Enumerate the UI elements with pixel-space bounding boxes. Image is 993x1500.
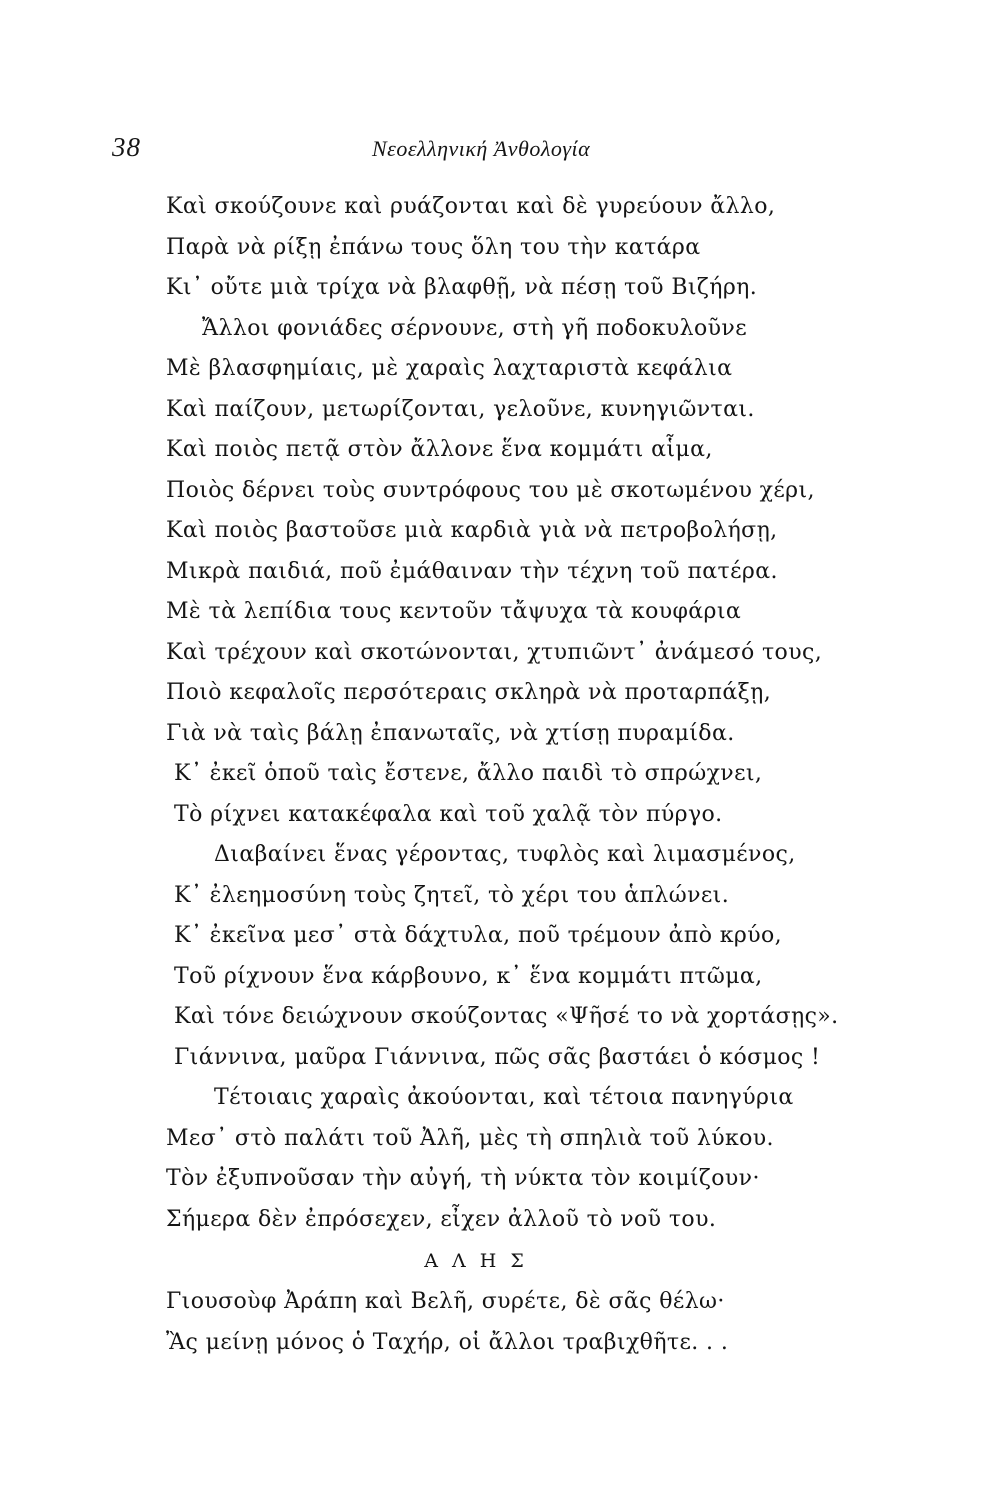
speaker-label: Α Λ Η Σ — [424, 1250, 528, 1272]
verse-line: Παρὰ νὰ ρίξῃ ἐπάνω τους ὅλη του τὴν κατάρα — [166, 234, 701, 260]
poem-stanza — [166, 187, 866, 1363]
verse-line: Καὶ παίζουν, μετωρίζονται, γελοῦνε, κυνηγιῶνται. — [166, 396, 755, 422]
verse-line: Τέτοιαις χαραὶς ἀκούονται, καὶ τέτοια πανηγύρια — [214, 1085, 794, 1110]
verse-line: Τὸ ρίχνει κατακέφαλα καὶ τοῦ χαλᾷ τὸν πύργο. — [174, 801, 723, 827]
verse-line: Κ᾿ ἐκεῖ ὁποῦ ταὶς ἔστενε, ἄλλο παιδὶ τὸ σπρώχνει, — [174, 761, 763, 786]
verse-line: Μικρὰ παιδιά, ποῦ ἐμάθαιναν τὴν τέχνη τοῦ πατέρα. — [166, 558, 778, 584]
verse-line: Καὶ τρέχουν καὶ σκοτώνονται, χτυπιῶντ᾿ ἀνάμεσό τους, — [166, 639, 823, 665]
verse-line: Ποιὸς δέρνει τοὺς συντρόφους του μὲ σκοτωμένου χέρι, — [166, 477, 815, 503]
page-number: 38 — [112, 132, 141, 162]
verse-line: Κ᾿ ἐκεῖνα μεσ᾿ στὰ δάχτυλα, ποῦ τρέμουν ἀπὸ κρύο, — [174, 923, 783, 948]
speech-line: Ἂς μείνῃ μόνος ὁ Ταχήρ, οἱ ἄλλοι τραβιχθῆτε. . . — [166, 1329, 729, 1355]
verse-line: Κι᾿ οὔτε μιὰ τρίχα νὰ βλαφθῇ, νὰ πέσῃ τοῦ Βιζήρη. — [166, 275, 758, 300]
verse-line: Μὲ τὰ λεπίδια τους κεντοῦν τἄψυχα τὰ κουφάρια — [166, 599, 742, 624]
verse-line: Διαβαίνει ἕνας γέροντας, τυφλὸς καὶ λιμασμένος, — [214, 842, 796, 867]
verse-line: Καὶ τόνε δειώχνουν σκούζοντας «Ψῆσέ το νὰ χορτάσῃς». — [174, 1004, 839, 1029]
verse-line: Γιὰ νὰ ταὶς βάλῃ ἐπανωταῖς, νὰ χτίσῃ πυραμίδα. — [166, 720, 735, 746]
speech-line: Γιουσοὺφ Ἀράπη καὶ Βελῆ, συρέτε, δὲ σᾶς θέλω· — [166, 1289, 725, 1314]
verse-line: Καὶ σκούζουνε καὶ ρυάζονται καὶ δὲ γυρεύουν ἄλλο, — [166, 194, 776, 219]
verse-line: Καὶ ποιὸς βαστοῦσε μιὰ καρδιὰ γιὰ νὰ πετροβολήσῃ, — [166, 518, 778, 543]
verse-line: Ποιὸ κεφαλοῖς περσότεραις σκληρὰ νὰ προταρπάξῃ, — [166, 680, 772, 705]
verse-line: Ἄλλοι φονιάδες σέρνουνε, στὴ γῆ ποδοκυλοῦνε — [202, 315, 747, 341]
verse-line: Σήμερα δὲν ἐπρόσεχεν, εἶχεν ἀλλοῦ τὸ νοῦ του. — [166, 1206, 717, 1232]
verse-line: Μεσ᾿ στὸ παλάτι τοῦ Ἀλῆ, μὲς τὴ σπηλιὰ τοῦ λύκου. — [166, 1125, 774, 1151]
verse-line: Μὲ βλασφημίαις, μὲ χαραὶς λαχταριστὰ κεφάλια — [166, 356, 733, 381]
verse-line: Τὸν ἐξυπνοῦσαν τὴν αὐγή, τὴ νύκτα τὸν κοιμίζουν· — [166, 1166, 760, 1191]
verse-line: Τοῦ ρίχνουν ἕνα κάρβουνο, κ᾿ ἕνα κομμάτι πτῶμα, — [174, 963, 763, 989]
verse-line: Καὶ ποιὸς πετᾷ στὸν ἄλλονε ἕνα κομμάτι αἷμα, — [166, 437, 713, 462]
running-title: Νεοελληνική Ἀνθολογία — [372, 136, 591, 161]
verse-line: Κ᾿ ἐλεημοσύνη τοὺς ζητεῖ, τὸ χέρι του ἁπλώνει. — [174, 882, 730, 908]
verse-line: Γιάννινα, μαῦρα Γιάννινα, πῶς σᾶς βαστάει ὁ κόσμος ! — [174, 1044, 821, 1070]
